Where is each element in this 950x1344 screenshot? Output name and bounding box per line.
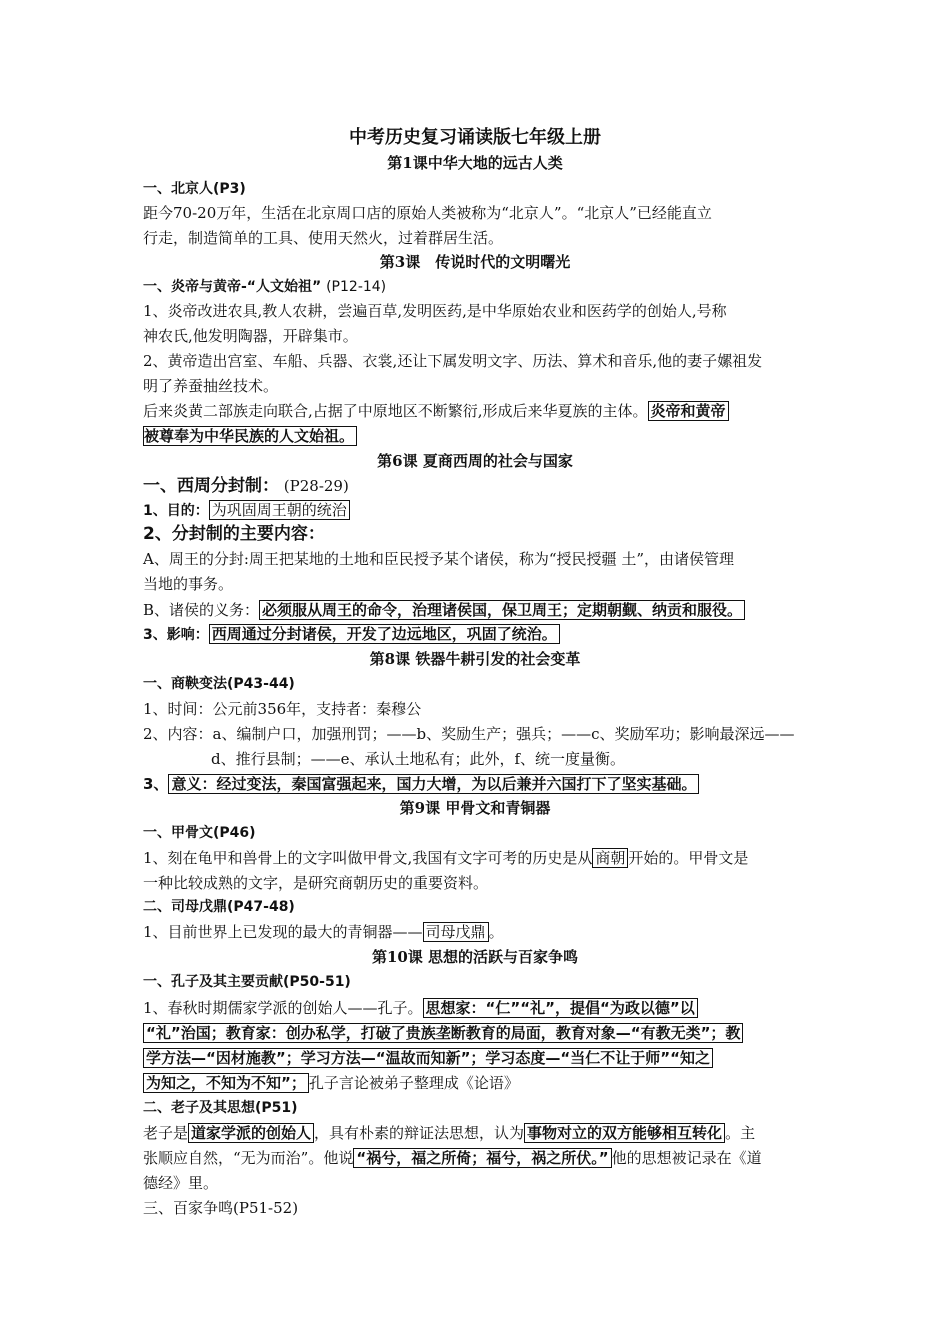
key-point-box: “祸兮，福之所倚；福兮，祸之所伏。” xyxy=(353,1148,611,1168)
paragraph-text: 1、春秋时期儒家学派的创始人——孔子。 xyxy=(143,999,423,1017)
paragraph-text: B、诸侯的义务： xyxy=(143,601,260,619)
lesson-1-section-1-heading: 一、北京人(P3) xyxy=(143,181,246,197)
key-point-box: 思想家：“仁”“礼”，提倡“为政以德”以 xyxy=(423,998,698,1018)
key-point-box: 道家学派的创始人 xyxy=(188,1123,314,1143)
item-label: 3、 xyxy=(143,775,169,793)
section-heading-text: 一、炎帝与黄帝-“人文始祖” xyxy=(143,279,322,295)
key-point-box: 必须服从周王的命令，治理诸侯国，保卫周王；定期朝觐、纳贡和服役。 xyxy=(259,600,745,620)
key-point-box: 为巩固周王朝的统治 xyxy=(209,500,350,520)
key-point-box: 意义：经过变法，秦国富强起来，国力大增，为以后兼并六国打下了坚实基础。 xyxy=(168,774,699,794)
paragraph-text: ，具有朴素的辩证法思想，认为 xyxy=(314,1124,525,1142)
section-heading-text: 一、西周分封制： xyxy=(143,476,279,496)
item-label: 3、影响： xyxy=(143,627,209,643)
lesson-6-item-1 xyxy=(143,499,810,522)
key-point-box: 为知之，不知为不知”； xyxy=(143,1073,309,1093)
lesson-8-paragraph-line: d、推行县制；——e、承认土地私有；此外，f、统一度量衡。 xyxy=(211,750,626,768)
lesson-1-title: 第1课中华大地的远古人类 xyxy=(387,154,563,172)
lesson-9-paragraph-line xyxy=(143,920,810,945)
lesson-6-item-2-heading: 2、分封制的主要内容： xyxy=(143,524,325,544)
lesson-10-title: 第10课 思想的活跃与百家争鸣 xyxy=(371,948,579,966)
lesson-9-section-1-heading: 一、甲骨文(P46) xyxy=(143,825,256,841)
lesson-3-paragraph-line: 2、黄帝造出宫室、车船、兵器、衣裳,还让下属发明文字、历法、算术和音乐,他的妻子嫘祖发 xyxy=(143,352,763,370)
lesson-8-paragraph-line: 1、时间：公元前356年，支持者：秦穆公 xyxy=(143,700,422,718)
key-point-box: 商朝 xyxy=(592,848,628,868)
key-point-box: 学方法—“因材施教”；学习方法—“温故而知新”；学习态度—“当仁不让于师”“知之 xyxy=(143,1048,713,1068)
paragraph-text: 后来炎黄二部族走向联合,占据了中原地区不断繁衍,形成后来华夏族的主体。 xyxy=(143,402,648,420)
lesson-10-paragraph-line xyxy=(143,1071,810,1096)
lesson-10-paragraph-line xyxy=(143,1121,810,1146)
lesson-3-paragraph-line: 明了养蚕抽丝技术。 xyxy=(143,377,279,395)
lesson-3-paragraph-line xyxy=(143,424,810,449)
lesson-1-paragraph-line: 距今70-20万年，生活在北京周口店的原始人类被称为“北京人”。“北京人”已经能直立 xyxy=(143,204,712,222)
lesson-8-paragraph-line xyxy=(143,772,810,797)
lesson-10-section-3-heading: 三、百家争鸣(P51-52) xyxy=(143,1199,299,1217)
lesson-10-paragraph-line xyxy=(143,996,810,1021)
paragraph-text: 孔子言论被弟子整理成《论语》 xyxy=(308,1074,519,1092)
lesson-6-paragraph-line: A、周王的分封:周王把某地的土地和臣民授予某个诸侯，称为“授民授疆 土”，由诸侯管理 xyxy=(143,550,734,568)
lesson-10-paragraph-line: 德经》里。 xyxy=(143,1174,219,1192)
lesson-8-title: 第8课 铁器牛耕引发的社会变革 xyxy=(369,650,581,668)
paragraph-text: 他的思想被记录在《道 xyxy=(611,1149,762,1167)
lesson-3-paragraph-line: 神农氏,他发明陶器，开辟集市。 xyxy=(143,327,358,345)
page-reference: (P12-14) xyxy=(326,279,387,295)
key-point-box: 被尊奉为中华民族的人文始祖。 xyxy=(143,426,357,446)
lesson-6-item-3 xyxy=(143,623,810,646)
lesson-6-section-1-heading xyxy=(143,475,810,497)
lesson-3-paragraph-line: 1、炎帝改进农具,教人农耕，尝遍百草,发明医药,是中华原始农业和医药学的创始人,号称 xyxy=(143,302,727,320)
item-label: 1、目的： xyxy=(143,503,209,519)
key-point-box: 西周通过分封诸侯，开发了边远地区，巩固了统治。 xyxy=(209,624,560,644)
lesson-3-title: 第3课 传说时代的文明曙光 xyxy=(379,253,571,271)
paragraph-text: 。 xyxy=(488,923,504,941)
lesson-10-paragraph-line xyxy=(143,1046,810,1071)
lesson-9-section-2-heading: 二、司母戊鼎(P47-48) xyxy=(143,899,295,915)
lesson-8-paragraph-line: 2、内容：a、编制户口，加强刑罚；——b、奖励生产；强兵；——c、奖励军功；影响最深远—— xyxy=(143,725,795,743)
key-point-box: “礼”治国；教育家：创办私学，打破了贵族垄断教育的局面，教育对象—“有教无类”；教 xyxy=(143,1023,743,1043)
lesson-10-section-1-heading: 一、孔子及其主要贡献(P50-51) xyxy=(143,974,351,990)
key-point-box: 炎帝和黄帝 xyxy=(648,401,729,421)
lesson-6-title: 第6课 夏商西周的社会与国家 xyxy=(377,452,573,470)
lesson-6-paragraph-line: 当地的事务。 xyxy=(143,575,234,593)
paragraph-text: 开始的。甲骨文是 xyxy=(628,849,749,867)
document-title: 中考历史复习诵读版七年级上册 xyxy=(349,127,601,148)
key-point-box: 司母戊鼎 xyxy=(423,922,489,942)
page-reference: (P28-29) xyxy=(283,477,349,495)
paragraph-text: 老子是 xyxy=(143,1124,189,1142)
key-point-box: 事物对立的双方能够相互转化 xyxy=(524,1123,725,1143)
lesson-6-paragraph-line xyxy=(143,598,810,623)
paragraph-text: 。主 xyxy=(725,1124,756,1142)
lesson-9-paragraph-line xyxy=(143,846,810,871)
lesson-8-section-1-heading: 一、商鞅变法(P43-44) xyxy=(143,676,295,692)
lesson-3-paragraph-line xyxy=(143,399,810,424)
lesson-1-paragraph-line: 行走，制造简单的工具、使用天然火，过着群居生活。 xyxy=(143,229,504,247)
lesson-9-title: 第9课 甲骨文和青铜器 xyxy=(399,799,551,817)
lesson-10-paragraph-line xyxy=(143,1021,810,1046)
lesson-3-section-1-heading xyxy=(143,276,810,298)
lesson-10-paragraph-line xyxy=(143,1146,810,1171)
paragraph-text: 1、刻在龟甲和兽骨上的文字叫做甲骨文,我国有文字可考的历史是从 xyxy=(143,849,593,867)
lesson-9-paragraph-line: 一种比较成熟的文字，是研究商朝历史的重要资料。 xyxy=(143,874,489,892)
lesson-10-section-2-heading: 二、老子及其思想(P51) xyxy=(143,1100,298,1116)
paragraph-text: 1、目前世界上已发现的最大的青铜器—— xyxy=(143,923,423,941)
paragraph-text: 张顺应自然，“无为而治”。他说 xyxy=(143,1149,354,1167)
